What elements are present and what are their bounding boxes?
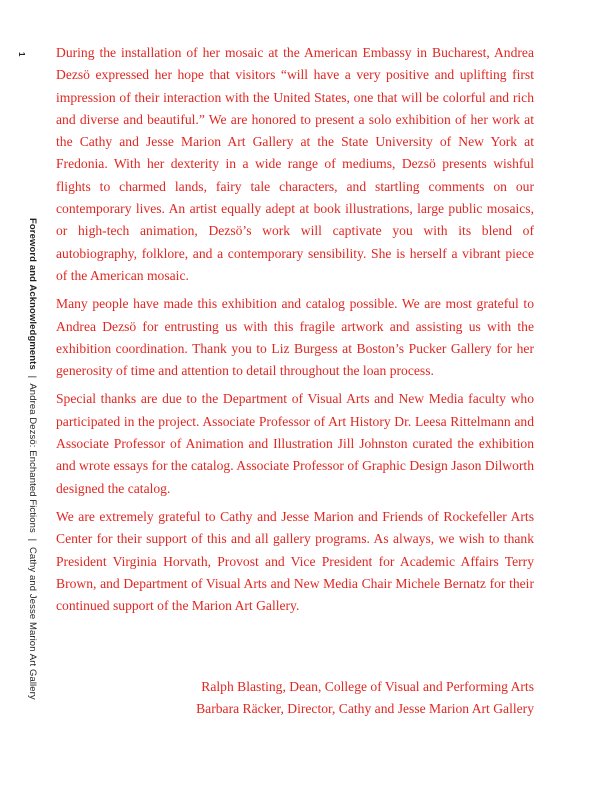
running-head-separator: |: [27, 538, 38, 542]
signature-dean: Ralph Blasting, Dean, College of Visual and Performing Arts: [201, 679, 534, 694]
running-head: [27, 218, 38, 700]
running-head-gallery: Cathy and Jesse Marion Art Gallery: [27, 546, 38, 700]
paragraph-intro: During the installation of her mosaic at the American Embassy in Bucharest, Andrea Dezsö expressed her hope that visitors “will have a very positive and uplifting first impression of their interaction with the United States, one that will be colorful and rich and diverse and beautiful.” We are honored to present a solo exhibition of her work at the Cathy and Jesse Marion Art Gallery at the State University of New York at Fredonia. With her dexterity in a wide range of mediums, Dezsö presents wishful flights to charmed lands, fairy tale characters, and startling comments on our contemporary lives. An artist equally adept at book illustrations, large public mosaics, or high-tech animation, Dezsö’s work will captivate you with its blend of autobiography, folklore, and a contemporary sensibility. She is herself a vibrant piece of the American mosaic.: [56, 45, 534, 283]
running-head-section: Foreword and Acknowledgments: [27, 218, 38, 370]
body-text: [56, 42, 534, 623]
signature-director: Barbara Räcker, Director, Cathy and Jesse Marion Art Gallery: [196, 701, 534, 716]
paragraph-thanks-artist: Many people have made this exhibition and catalog possible. We are most grateful to Andrea Dezsö for entrusting us with this fragile artwork and assisting us with the exhibition coordination. Thank you to Liz Burgess at Boston’s Pucker Gallery for her generosity of time and attention to detail throughout the loan process.: [56, 296, 534, 379]
paragraph-thanks-supporters: We are extremely grateful to Cathy and Jesse Marion and Friends of Rockefeller Arts Center for their support of this and all gallery programs. As always, we wish to thank President Virginia Horvath, Provost and Vice President for Academic Affairs Terry Brown, and Department of Visual Arts and New Media Chair Michele Bernatz for their continued support of the Marion Art Gallery.: [56, 508, 534, 614]
paragraph-thanks-faculty: Special thanks are due to the Department of Visual Arts and New Media faculty who participated in the project. Associate Professor of Art History Dr. Leesa Rittelmann and Associate Professor of Animation and Illustration Jill Johnston curated the exhibition and wrote essays for the catalog. Associate Professor of Graphic Design Jason Dilworth designed the catalog.: [56, 391, 534, 496]
running-head-title: Andrea Dezsö: Enchanted Fictions: [27, 383, 38, 533]
signatures: [196, 676, 534, 720]
running-head-separator: |: [27, 375, 38, 379]
page-number: 1: [17, 52, 26, 57]
